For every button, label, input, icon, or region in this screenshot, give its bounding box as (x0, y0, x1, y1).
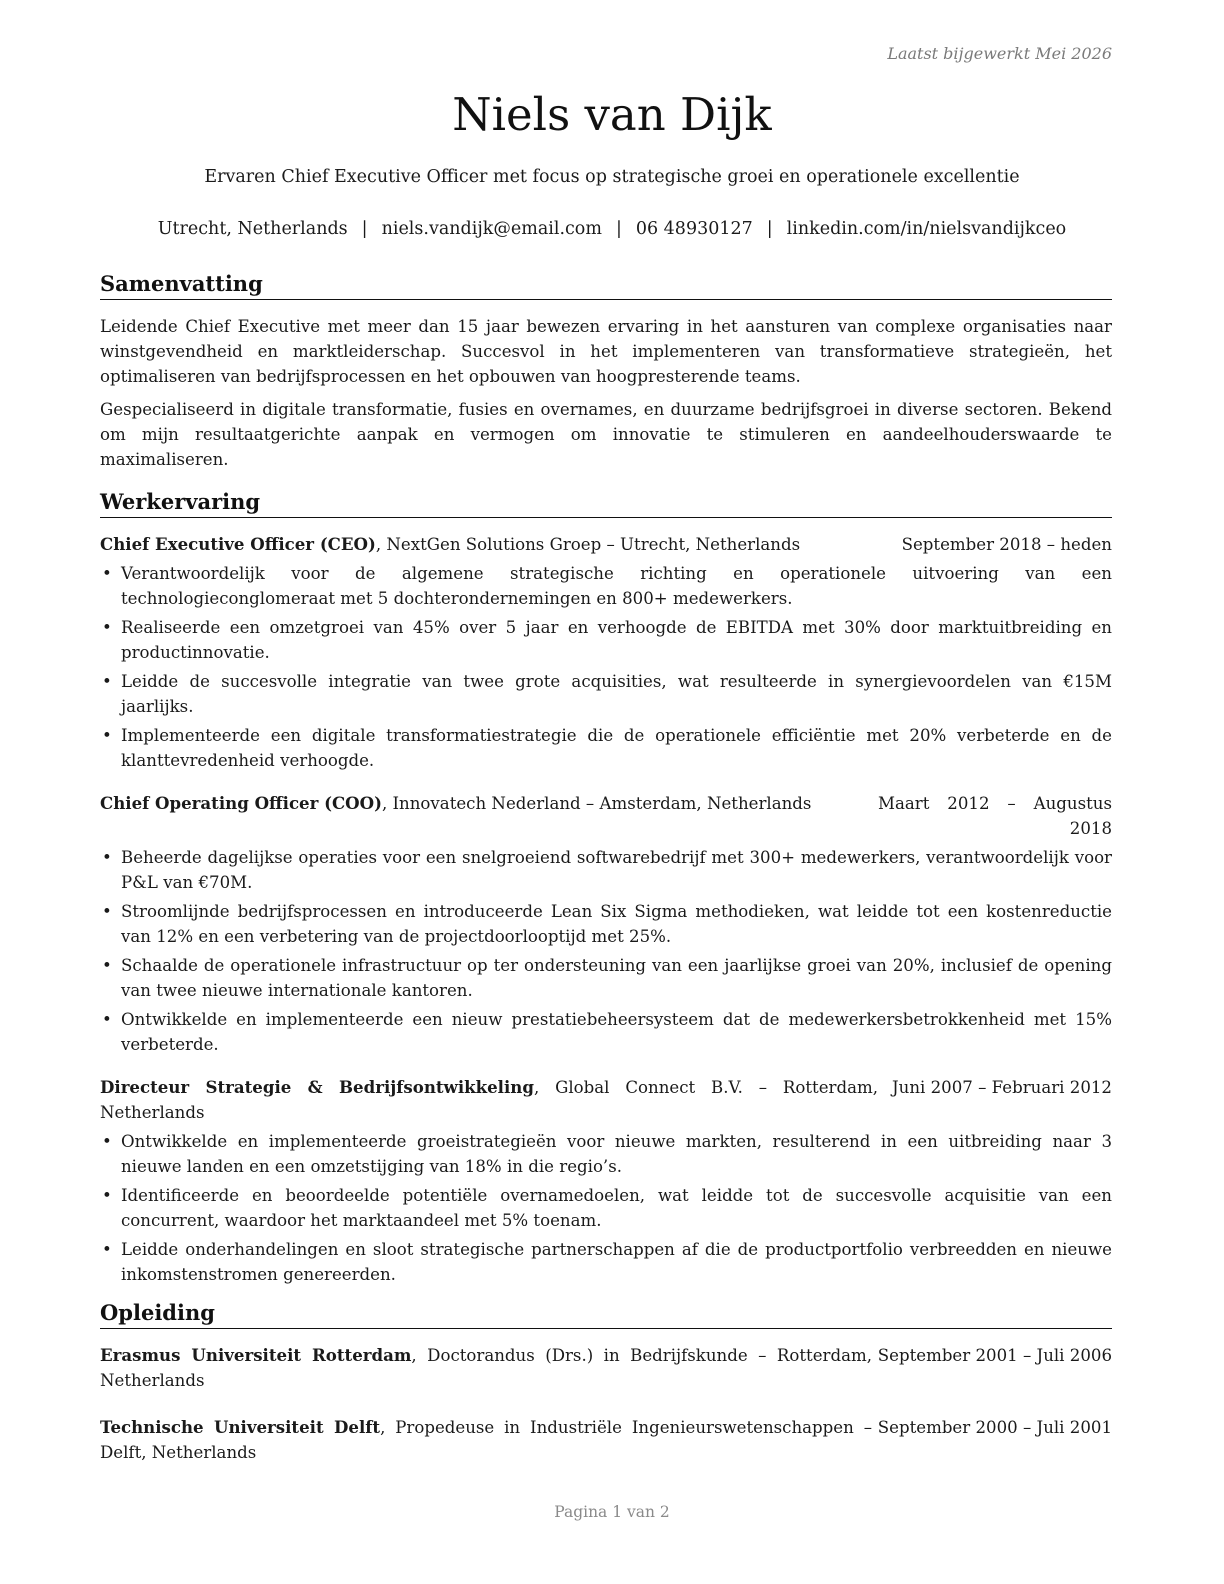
school-name: Technische Universiteit Delft (100, 1417, 381, 1437)
list-item: • Schaalde de operationele infrastructuur op ter ondersteuning van een jaarlijkse groei van 20%, inclusief de opening van twee nieuwe internationale kantoren. (100, 953, 1112, 1003)
contact-separator: | (361, 219, 368, 239)
section-heading-education: Opleiding (100, 1299, 1112, 1329)
resume-body (100, 270, 1112, 1465)
job-bullets (100, 845, 1112, 1057)
contact-separator: | (766, 219, 773, 239)
job-entry (100, 532, 1112, 773)
contact-location: Utrecht, Netherlands (157, 219, 348, 239)
page-number: Pagina 1 van 2 (554, 1503, 670, 1521)
job-header (100, 532, 1112, 557)
education-dates: September 2000 – Juli 2001 (877, 1418, 1112, 1437)
contact-email[interactable]: niels.vandijk@email.com (381, 219, 602, 239)
job-entry (100, 1075, 1112, 1287)
job-dates: Maart 2012 – Augustus 2018 (878, 794, 1112, 838)
section-heading-experience: Werkervaring (100, 488, 1112, 518)
job-company: , Global Connect B.V. – Rotterdam, Netherlands (100, 1078, 878, 1122)
list-item: • Beheerde dagelijkse operaties voor een snelgroeiend softwarebedrijf met 300+ medewerkers, verantwoordelijk voor P&L van €70M. (100, 845, 1112, 895)
job-bullets (100, 1129, 1112, 1287)
job-title: Chief Executive Officer (CEO) (100, 534, 376, 554)
job-dates: Juni 2007 – Februari 2012 (892, 1078, 1112, 1097)
degree-detail: , Propedeuse in Industriële Ingenieurswetenschappen – Delft, Netherlands (100, 1418, 872, 1462)
list-item: • Leidde de succesvolle integratie van twee grote acquisities, wat resulteerde in synergievoordelen van €15M jaarlijks. (100, 669, 1112, 719)
list-item: • Implementeerde een digitale transformatiestrategie die de operationele efficiëntie met 20% verbeterde en de klanttevredenheid verhoogde. (100, 723, 1112, 773)
education-entry (100, 1343, 1112, 1393)
candidate-name: Niels van Dijk (452, 88, 772, 141)
summary-section (100, 270, 1112, 472)
job-dates: September 2018 – heden (901, 535, 1112, 554)
job-header (100, 791, 1112, 841)
list-item: • Ontwikkelde en implementeerde groeistrategieën voor nieuwe markten, resulterend in een uitbreiding naar 3 nieuwe landen en een omzetstijging van 18% in die regio’s. (100, 1129, 1112, 1179)
list-item: • Verantwoordelijk voor de algemene strategische richting en operationele uitvoering van een technologieconglomeraat met 5 dochterondernemingen en 800+ medewerkers. (100, 561, 1112, 611)
education-entry (100, 1415, 1112, 1465)
list-item: • Stroomlijnde bedrijfsprocessen en introduceerde Lean Six Sigma methodieken, wat leidde tot een kostenreductie van 12% en een verbetering van de projectdoorlooptijd met 25%. (100, 899, 1112, 949)
job-company: , Innovatech Nederland – Amsterdam, Netherlands (381, 794, 812, 813)
section-heading-summary: Samenvatting (100, 270, 1112, 300)
job-header (100, 1075, 1112, 1125)
list-item: • Ontwikkelde en implementeerde een nieuw prestatiebeheersysteem dat de medewerkersbetrokkenheid met 15% verbeterde. (100, 1007, 1112, 1057)
contact-phone[interactable]: 06 48930127 (635, 219, 753, 239)
list-item: • Leidde onderhandelingen en sloot strategische partnerschappen af die de productportfolio verbreedden en nieuwe inkomstenstromen genereerden. (100, 1237, 1112, 1287)
contact-separator: | (615, 219, 622, 239)
job-title: Chief Operating Officer (COO) (100, 793, 382, 813)
job-entry (100, 791, 1112, 1057)
contact-linkedin[interactable]: linkedin.com/in/nielsvandijkceo (786, 219, 1067, 239)
job-company: , NextGen Solutions Groep – Utrecht, Netherlands (375, 535, 801, 554)
list-item: • Realiseerde een omzetgroei van 45% over 5 jaar en verhoogde de EBITDA met 30% door marktuitbreiding en productinnovatie. (100, 615, 1112, 665)
summary-paragraph: Gespecialiseerd in digitale transformatie, fusies en overnames, en duurzame bedrijfsgroei in diverse sectoren. Bekend om mijn resultaatgerichte aanpak en vermogen om innovatie te stimuleren en aandeelhouderswaarde te maximaliseren. (100, 400, 1112, 469)
last-updated: Laatst bijgewerkt Mei 2026 (887, 44, 1112, 63)
education-dates: September 2001 – Juli 2006 (877, 1346, 1112, 1365)
summary-paragraph: Leidende Chief Executive met meer dan 15 jaar bewezen ervaring in het aansturen van complexe organisaties naar winstgevendheid en marktleiderschap. Succesvol in het implementeren van transformatieve strategieën, het optimaliseren van bedrijfsprocessen en het opbouwen van hoogpresterende teams. (100, 317, 1112, 386)
list-item: • Identificeerde en beoordeelde potentiële overnamedoelen, wat leidde tot de succesvolle acquisitie van een concurrent, waardoor het marktaandeel met 5% toenam. (100, 1183, 1112, 1233)
school-name: Erasmus Universiteit Rotterdam (100, 1345, 412, 1365)
tagline: Ervaren Chief Executive Officer met focus op strategische groei en operationele excellentie (204, 167, 1020, 187)
job-title: Directeur Strategie & Bedrijfsontwikkeling (100, 1077, 534, 1097)
education-section (100, 1299, 1112, 1465)
contact-line (0, 219, 1224, 239)
degree-detail: , Doctorandus (Drs.) in Bedrijfskunde – Rotterdam, Netherlands (100, 1346, 873, 1390)
experience-section (100, 488, 1112, 1287)
job-bullets (100, 561, 1112, 773)
